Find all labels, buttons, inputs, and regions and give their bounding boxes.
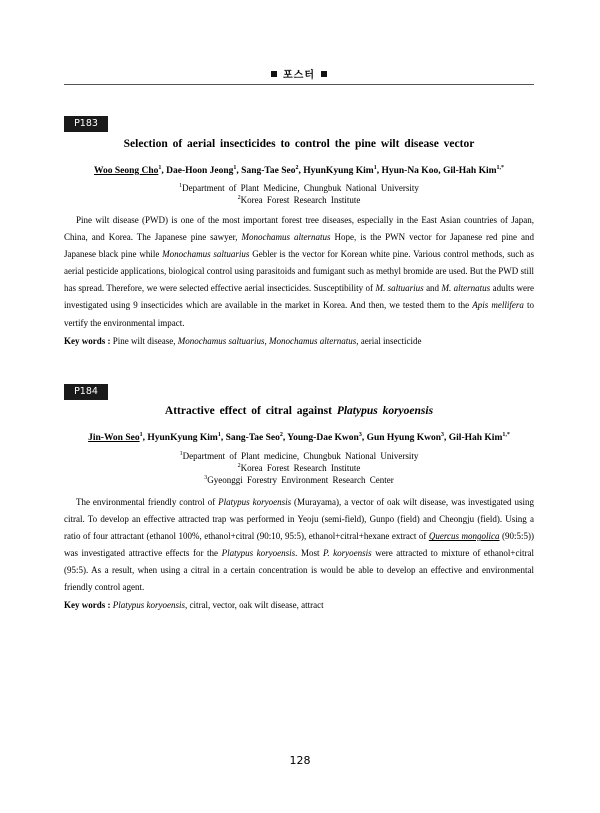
abstract-title bbox=[64, 405, 534, 417]
title-species: Platypus koryoensis bbox=[336, 405, 434, 417]
affiliation-text: Department of Plant medicine, Chungbuk National University bbox=[182, 451, 419, 461]
author-sup: 2 bbox=[295, 165, 299, 171]
species-name: Monochamus alternatus bbox=[241, 232, 331, 243]
page-number: 128 bbox=[289, 754, 311, 767]
species-name: Platypus koryoensis bbox=[218, 497, 292, 507]
body-text: to vertify the environmental impact. bbox=[64, 300, 534, 328]
author-name: Young-Dae Kwon bbox=[287, 433, 359, 444]
author-name: Gun Hyung Kwon bbox=[366, 433, 442, 444]
affiliation-text: Korea Forest Research Institute bbox=[240, 463, 361, 473]
affiliation-sup: 2 bbox=[237, 195, 241, 201]
keyword-text: , aerial insecticide bbox=[356, 336, 422, 346]
affiliation bbox=[64, 193, 534, 206]
body-text: Gebler is the vector for Korean white pine. Various control methods, such as aerial pesticide applications, biological control using parasitoids and fumigant such as methyl bromide are used. But the PWD still has spread. Therefore, we were selected effective aerial insecticides. Susceptibility of bbox=[64, 249, 534, 294]
author-name: Dae-Hoon Jeong bbox=[166, 166, 234, 177]
author-sup: 2 bbox=[279, 432, 283, 438]
affiliation-sup: 2 bbox=[237, 463, 241, 469]
affiliation-sup: 1 bbox=[179, 183, 183, 189]
abstract-title: Selection of aerial insecticides to control the pine wilt disease vector bbox=[123, 138, 475, 150]
body-text: (90:5:5)) was investigated attractive effects for the bbox=[64, 531, 534, 559]
keyword-species: Platypus koryoensis bbox=[112, 600, 185, 610]
body-text: . Most bbox=[295, 548, 324, 559]
author-sup: 1 bbox=[373, 165, 377, 171]
author-sup: 1 bbox=[158, 165, 162, 171]
author-name: Woo Seong Cho bbox=[93, 166, 159, 177]
abstract-body bbox=[64, 212, 534, 332]
keyword-species: Monochamus alternatus bbox=[269, 336, 357, 346]
author-name: HyunKyung Kim bbox=[303, 166, 374, 177]
species-name: Apis mellifera bbox=[472, 300, 524, 311]
section-header-label: 포스터 bbox=[283, 70, 315, 81]
body-text: and bbox=[423, 283, 442, 294]
author-sup: 1,* bbox=[496, 165, 505, 171]
author-sup: 1 bbox=[233, 165, 237, 171]
species-name: M. saltuarius bbox=[375, 283, 424, 294]
author-name: Sang-Tae Seo bbox=[225, 433, 280, 444]
body-text: adults were investigated using 9 insecticides which are available in the market in Korea. And then, we tested them to the bbox=[64, 283, 534, 311]
author-sup: 1 bbox=[139, 432, 143, 438]
section-header bbox=[64, 66, 534, 81]
body-text: The environmental friendly control of bbox=[76, 497, 219, 507]
keywords-line bbox=[64, 599, 534, 611]
author-name: Gil-Hah Kim bbox=[442, 166, 497, 177]
abstract-body bbox=[64, 494, 534, 597]
affiliation-sup: 3 bbox=[204, 475, 208, 481]
keyword-species: Monochamus saltuarius bbox=[177, 336, 265, 346]
body-text: were attracted to mixture of ethanol+citral (95:5). As a result, when using a citral in a certain concentration is would be able to develop an effective and environmental friendly control agent. bbox=[64, 548, 534, 593]
species-name: Platypus koryoensis bbox=[221, 548, 296, 559]
author-name: Gil-Hah Kim bbox=[448, 433, 503, 444]
keywords-line bbox=[64, 335, 534, 347]
author-sup: 3 bbox=[441, 432, 445, 438]
keyword-text: , bbox=[264, 336, 270, 346]
author-name: Hyun-Na Koo bbox=[381, 166, 439, 177]
abstract-id-badge: P183 bbox=[64, 116, 108, 132]
body-text: Hope, is the PWN vector for Japanese red pine and Japanese black pine while bbox=[64, 232, 535, 260]
body-text: (Murayama), a vector of oak wilt disease, was investigated using citral. To develop an effective attracted trap was performed in Yeoju (semi-field), Gunpo (field) and Cheongju (field). Using a ratio of four attractant (ethanol 100%, ethanol+citral (90:10, 95:5), ethanol+citral+hexane extract of bbox=[64, 497, 534, 542]
species-name: Quercus mongolica bbox=[428, 531, 500, 542]
affiliation-text: Korea Forest Research Institute bbox=[240, 195, 361, 205]
affiliation-text: Gyeonggi Forestry Environment Research Center bbox=[207, 475, 394, 485]
affiliation bbox=[64, 473, 534, 486]
author-sup: 1 bbox=[217, 432, 221, 438]
affiliation-text: Department of Plant Medicine, Chungbuk National University bbox=[182, 183, 419, 193]
author-list: Jin-Won Seo$^1$, HyunKyung Kim$^1$, Sang-Tae Seo$^2$, Young-Dae Kwon$^3$, Gun Hyung Kwon$^3$, Gil-Hah Kim$^{1,*}$ bbox=[88, 432, 510, 444]
header-divider bbox=[64, 84, 534, 85]
square-bullet-icon bbox=[271, 71, 277, 77]
title-text: Attractive effect of citral against bbox=[164, 405, 337, 417]
author-name: HyunKyung Kim bbox=[147, 433, 218, 444]
author-sup: 3 bbox=[358, 432, 362, 438]
author-name: Sang-Tae Seo bbox=[241, 166, 296, 177]
body-text: Pine wilt disease (PWD) is one of the most important forest tree diseases, especially in the East Asian countries of Japan, China, and Korea. The Japanese pine sawyer, bbox=[64, 215, 534, 243]
species-name: P. koryoensis bbox=[323, 548, 372, 559]
square-bullet-icon bbox=[321, 71, 327, 77]
keywords-label: Key words : bbox=[64, 600, 111, 610]
author-name: Jin-Won Seo bbox=[88, 433, 140, 444]
keyword-text: , citral, vector, oak wilt disease, attract bbox=[185, 600, 324, 610]
affiliation-sup: 1 bbox=[179, 451, 183, 457]
keyword-text: Pine wilt disease, bbox=[110, 336, 178, 346]
author-list: Woo Seong Cho$^1$, Dae-Hoon Jeong$^1$, Sang-Tae Seo$^2$, HyunKyung Kim$^1$, Hyun-Na Koo, Gil-Hah Kim$^{1,*}$ bbox=[93, 165, 505, 177]
author-sup: 1,* bbox=[502, 432, 510, 438]
species-name: M. alternatus bbox=[441, 283, 491, 294]
keywords-label: Key words : bbox=[64, 336, 111, 346]
species-name: Monochamus saltuarius bbox=[162, 249, 250, 260]
abstract-id-badge: P184 bbox=[64, 384, 108, 400]
